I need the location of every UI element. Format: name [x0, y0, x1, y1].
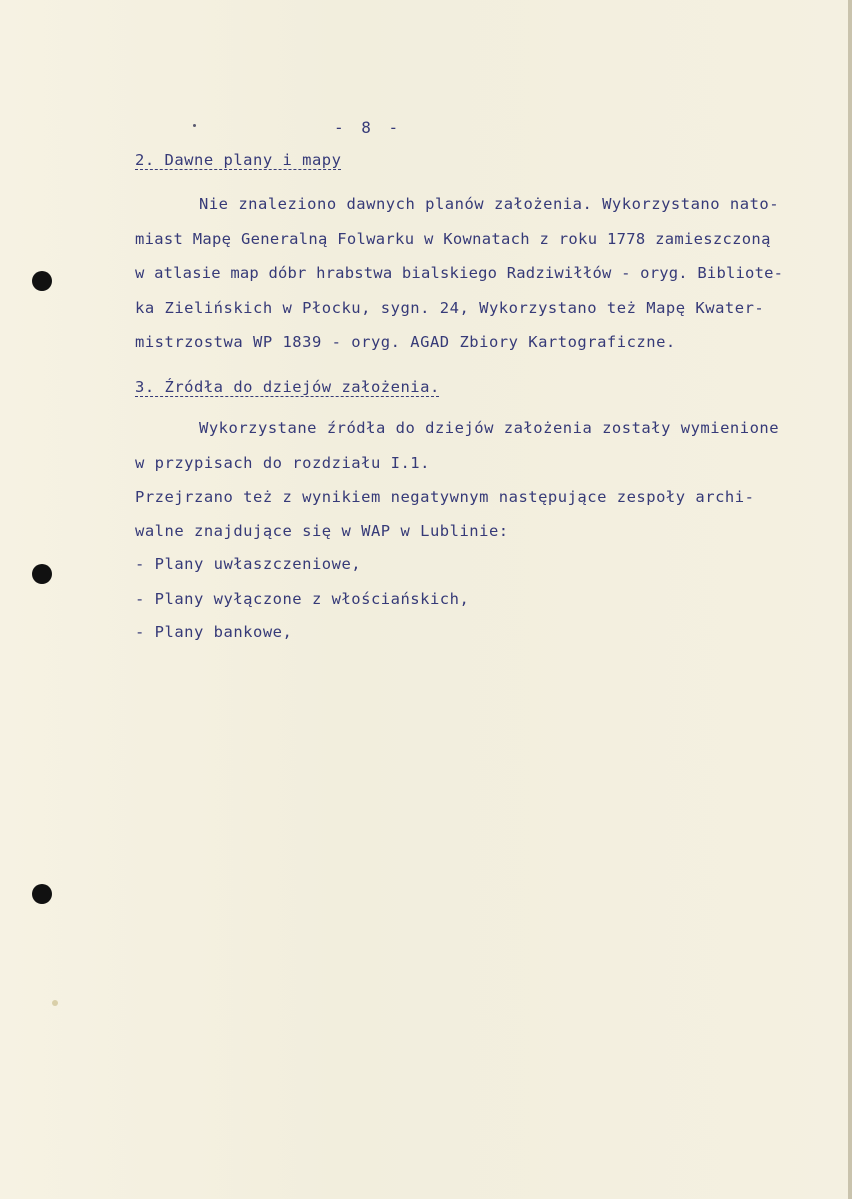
list-item: - Plany bankowe,	[135, 623, 293, 641]
paragraph-line: mistrzostwa WP 1839 - oryg. AGAD Zbiory Kartograficzne.	[135, 333, 676, 351]
paragraph-line: Wykorzystane źródła do dziejów założenia zostały wymienione	[199, 419, 780, 437]
ink-dot	[193, 124, 196, 127]
section-2-heading: 2. Dawne plany i mapy	[135, 151, 342, 169]
list-item: - Plany uwłaszczeniowe,	[135, 555, 362, 573]
list-item: - Plany wyłączone z włościańskich,	[135, 590, 470, 608]
paragraph-line: walne znajdujące się w WAP w Lublinie:	[135, 522, 509, 540]
page-number: - 8 -	[334, 118, 403, 137]
binder-hole	[32, 564, 52, 584]
paragraph-line: ka Zielińskich w Płocku, sygn. 24, Wykorzystano też Mapę Kwater-	[135, 299, 765, 317]
binder-hole	[32, 271, 52, 291]
paragraph-line: w atlasie map dóbr hrabstwa bialskiego Radziwiłłów - oryg. Bibliote-	[135, 264, 784, 282]
paragraph-line: Przejrzano też z wynikiem negatywnym następujące zespoły archi-	[135, 488, 755, 506]
page-edge	[848, 0, 852, 1199]
paragraph-line: miast Mapę Generalną Folwarku w Kownatach z roku 1778 zamieszczoną	[135, 230, 771, 248]
paragraph-line: Nie znaleziono dawnych planów założenia. Wykorzystano nato-	[199, 195, 780, 213]
section-3-heading: 3. Źródła do dziejów założenia.	[135, 378, 440, 396]
paragraph-line: w przypisach do rozdziału I.1.	[135, 454, 430, 472]
binder-hole	[32, 884, 52, 904]
paper-stain	[52, 1000, 58, 1006]
